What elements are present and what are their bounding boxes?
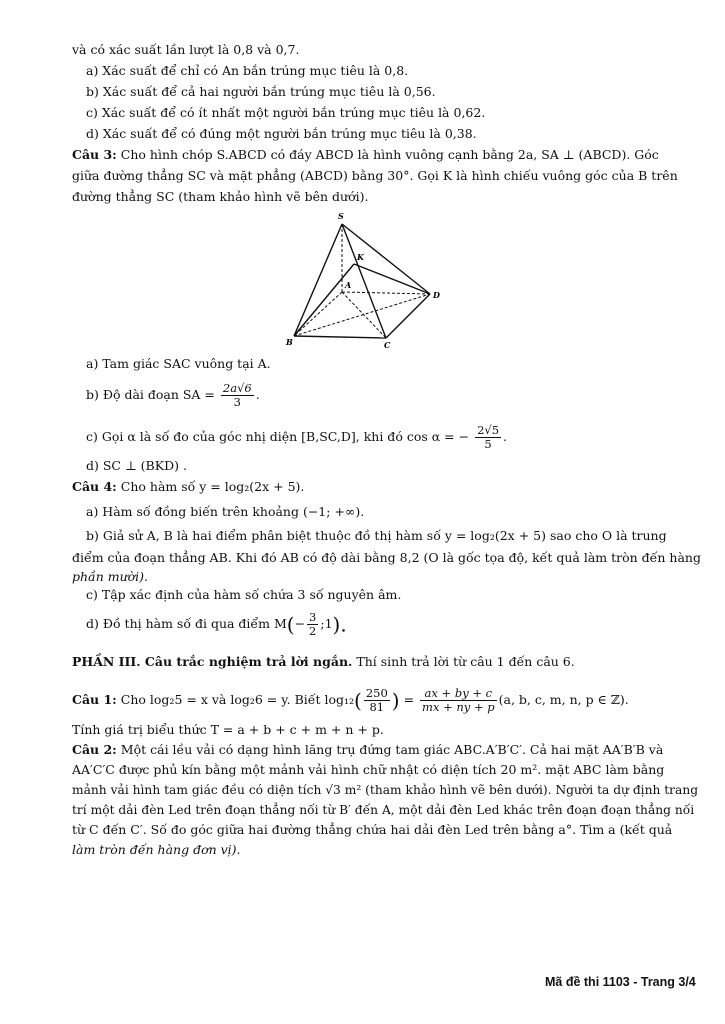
q3-b-text: b) Độ dài đoạn SA =: [86, 387, 215, 402]
p3q2-line6: làm tròn đến hàng đơn vị).: [72, 842, 241, 857]
q4-line1: [72, 479, 304, 495]
edge-SB: [294, 224, 342, 336]
q4-d-coord: ;1: [320, 616, 333, 631]
q4-option-c: c) Tập xác định của hàm số chứa 3 số nguyên âm.: [86, 587, 402, 602]
p3q1-condition: (a, b, c, m, n, p ∈ ℤ).: [498, 692, 629, 707]
p3q2-text-line1: Một cái lều vải có dạng hình lăng trụ đứng tam giác ABC.A′B′C′. Cả hai mặt AA′B′B và: [120, 742, 664, 757]
q4-option-b-line3: phần mười).: [72, 569, 149, 584]
p3q1-label: Câu 1:: [72, 692, 117, 707]
q3-line3: đường thẳng SC (tham khảo hình vẽ bên dưới).: [72, 189, 369, 204]
q4-d-denominator: 2: [309, 624, 317, 638]
segment-BK: [294, 264, 354, 336]
part3-instructions: Thí sinh trả lời từ câu 1 đến câu 6.: [356, 654, 575, 669]
p3q1-f1-denominator: 81: [369, 700, 385, 714]
p3q1-paren-left: (: [354, 688, 362, 713]
p3q1-equals: =: [403, 692, 415, 707]
q4-d-numerator: 3: [309, 610, 317, 624]
p3q1-f2-numerator: ax + by + c: [420, 687, 497, 701]
q4-d-text: d) Đồ thị hàm số đi qua điểm M: [86, 616, 287, 631]
part3-title: PHẦN III. Câu trắc nghiệm trả lời ngắn.: [72, 654, 353, 669]
prev-option-b: b) Xác suất để cả hai người bắn trúng mục tiêu là 0,56.: [86, 84, 436, 99]
q3-text-line1: Cho hình chóp S.ABCD có đáy ABCD là hình vuông cạnh bằng 2a, SA ⊥ (ABCD). Góc: [120, 147, 659, 162]
p3q2-line1: [72, 742, 663, 758]
q3-option-c: [86, 420, 507, 454]
p3q1-line1: [72, 680, 629, 721]
q3-option-d: d) SC ⊥ (BKD) .: [86, 458, 187, 473]
p3q2-line5: từ C đến C′. Số đo góc giữa hai đường thẳng chứa hai dải đèn Led trên bằng a°. Tìm a (kết quả: [72, 822, 673, 837]
q4-d-minus: −: [294, 616, 306, 631]
q4-text-line1: Cho hàm số y = log₂(2x + 5).: [120, 479, 305, 494]
label-S: S: [338, 211, 344, 221]
p3q1-f2-denominator: mx + ny + p: [422, 700, 495, 714]
label-K: K: [357, 252, 364, 262]
segment-KD: [354, 264, 430, 294]
q3-option-a: a) Tam giác SAC vuông tại A.: [86, 356, 271, 371]
q3-c-fraction: [475, 424, 501, 451]
page-footer: Mã đề thi 1103 - Trang 3/4: [545, 975, 696, 989]
label-B: B: [286, 337, 293, 347]
prev-option-d: d) Xác suất để có đúng một người bắn trúng mục tiêu là 0,38.: [86, 126, 477, 141]
q4-option-a: a) Hàm số đồng biến trên khoảng (−1; +∞).: [86, 504, 365, 519]
pyramid-figure: [278, 208, 448, 350]
p3q1-fraction-2: [420, 687, 497, 714]
prev-question-continuation: và có xác suất lần lượt là 0,8 và 0,7.: [72, 42, 300, 57]
q4-label: Câu 4:: [72, 479, 117, 494]
q3-c-numerator: 2√5: [477, 423, 500, 437]
p3q1-text: Cho log₂5 = x và log₂6 = y. Biết log₁₂: [120, 692, 355, 707]
p3q1-line2: Tính giá trị biểu thức T = a + b + c + m + n + p.: [72, 722, 384, 737]
label-A: A: [345, 280, 352, 290]
label-C: C: [384, 340, 391, 350]
q4-option-b-line2: điểm của đoạn thẳng AB. Khi đó AB có độ dài bằng 8,2 (O là gốc tọa độ, kết quả làm tròn đến hàng: [72, 550, 701, 565]
q4-d-fraction: [307, 611, 318, 638]
q3-b-fraction: [221, 382, 254, 409]
q3-c-end: .: [503, 429, 508, 444]
q3-line2: giữa đường thẳng SC và mặt phẳng (ABCD) bằng 30°. Gọi K là hình chiếu vuông góc của B trên: [72, 168, 678, 183]
q4-d-paren-left: (: [286, 612, 295, 637]
p3q2-label: Câu 2:: [72, 742, 117, 757]
q3-b-end: .: [255, 387, 260, 402]
edge-AB: [294, 292, 342, 336]
p3q1-f1-numerator: 250: [365, 686, 388, 700]
part3-heading: [72, 654, 575, 670]
prev-option-a: a) Xác suất để chỉ có An bắn trúng mục tiêu là 0,8.: [86, 63, 409, 78]
edge-CD: [386, 294, 430, 338]
p3q2-line3: mảnh vải hình tam giác đều có diện tích √3 m² (tham khảo hình vẽ bên dưới). Người ta dự định trang: [72, 783, 699, 797]
q3-c-denominator: 5: [484, 437, 492, 451]
p3q2-line4: trí một dải đèn Led trên đoạn thẳng nối từ B′ đến A, một dải đèn Led khác trên đoạn đoạn thẳng nối: [72, 803, 695, 817]
q4-d-paren-right: ).: [332, 612, 347, 637]
prev-option-c: c) Xác suất để có ít nhất một người bắn trúng mục tiêu là 0,62.: [86, 105, 486, 120]
diagonal-AC: [342, 292, 386, 338]
q4-option-b-line1: b) Giả sử A, B là hai điểm phân biệt thuộc đồ thị hàm số y = log₂(2x + 5) sao cho O là trung: [86, 528, 667, 543]
edge-BC: [294, 336, 386, 338]
p3q1-fraction-1: [364, 687, 390, 714]
edge-AD: [342, 292, 430, 294]
p3q2-line2: AA′C′C được phủ kín bằng một mảnh vải hình chữ nhật có diện tích 20 m². mặt ABC làm bằng: [72, 762, 665, 777]
q3-label: Câu 3:: [72, 147, 117, 162]
p3q1-paren-right: ): [391, 688, 400, 713]
q3-option-b: [86, 378, 260, 412]
q3-b-numerator: 2a√6: [222, 381, 252, 395]
label-D: D: [433, 290, 440, 300]
q3-c-text: c) Gọi α là số đo của góc nhị diện [B,SC,D], khi đó cos α = −: [86, 429, 470, 444]
q3-line1: [72, 147, 659, 163]
q3-b-denominator: 3: [233, 395, 241, 409]
q4-option-d: [86, 606, 347, 643]
